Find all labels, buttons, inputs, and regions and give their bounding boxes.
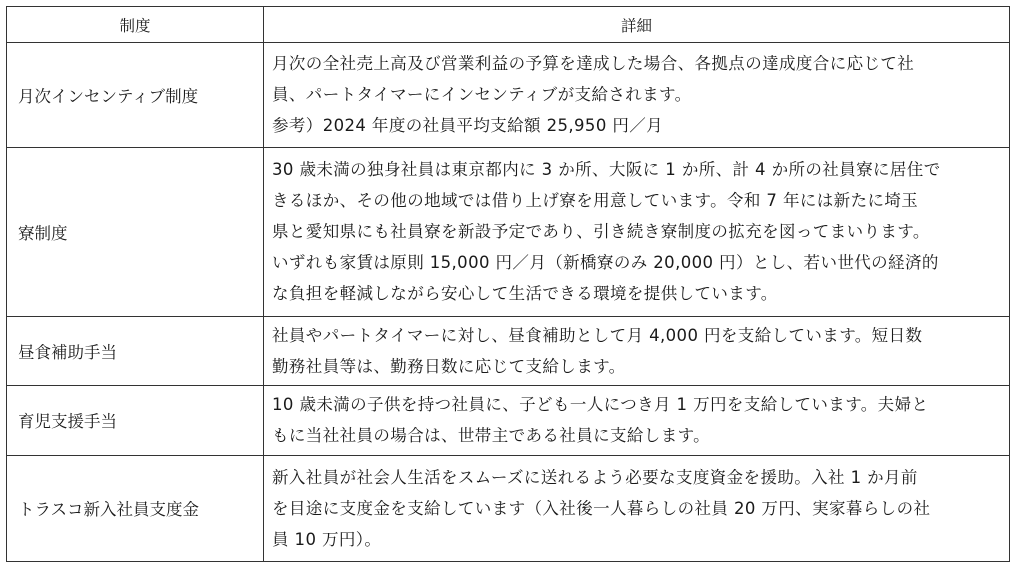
table-header-row	[7, 7, 1010, 43]
detail-line: 月次の全社売上高及び営業利益の予算を達成した場合、各拠点の達成度合に応じて社	[272, 54, 915, 74]
row-name: 寮制度	[7, 147, 264, 317]
row-detail	[264, 455, 1010, 561]
detail-line: いずれも家賃は原則 15,000 円／月（新橋寮のみ 20,000 円）とし、若い世代の経済的	[272, 253, 939, 273]
detail-line: 員、パートタイマーにインセンティブが支給されます。	[272, 85, 692, 105]
detail-line: を目途に支度金を支給しています（入社後一人暮らしの社員 20 万円、実家暮らしの社	[272, 498, 931, 518]
detail-line: 県と愛知県にも社員寮を新設予定であり、引き続き寮制度の拡充を図ってまいります。	[272, 222, 930, 242]
detail-line: 10 歳未満の子供を持つ社員に、子ども一人につき月 1 万円を支給しています。夫婦と	[272, 395, 929, 415]
table-row-incentive	[7, 43, 1010, 147]
table-row-dormitory	[7, 147, 1010, 317]
row-detail	[264, 43, 1010, 147]
detail-line: 勤務社員等は、勤務日数に応じて支給します。	[272, 357, 626, 377]
detail-line: な負担を軽減しながら安心して生活できる環境を提供しています。	[272, 284, 778, 304]
detail-line: 員 10 万円）。	[272, 529, 382, 549]
detail-line: 30 歳未満の独身社員は東京都内に 3 か所、大阪に 1 か所、計 4 か所の社員寮に居住で	[272, 160, 941, 180]
row-name: 育児支援手当	[7, 386, 264, 455]
row-name: 昼食補助手当	[7, 317, 264, 386]
detail-line: 社員やパートタイマーに対し、昼食補助として月 4,000 円を支給しています。短日数	[272, 326, 923, 346]
table-row-lunch	[7, 317, 1010, 386]
table-row-childcare	[7, 386, 1010, 455]
row-name: 月次インセンティブ制度	[7, 43, 264, 147]
row-name: トラスコ新入社員支度金	[7, 455, 264, 561]
header-detail: 詳細	[264, 7, 1010, 43]
header-system: 制度	[7, 7, 264, 43]
row-detail	[264, 386, 1010, 455]
row-detail	[264, 147, 1010, 317]
row-detail	[264, 317, 1010, 386]
detail-line: 参考）2024 年度の社員平均支給額 25,950 円／月	[272, 116, 664, 136]
benefits-table	[6, 6, 1010, 562]
table-row-new-hire	[7, 455, 1010, 561]
detail-line: もに当社社員の場合は、世帯主である社員に支給します。	[272, 426, 711, 446]
detail-line: 新入社員が社会人生活をスムーズに送れるよう必要な支度資金を援助。入社 1 か月前	[272, 467, 918, 487]
detail-line: きるほか、その他の地域では借り上げ寮を用意しています。令和 7 年には新たに埼玉	[272, 191, 919, 211]
